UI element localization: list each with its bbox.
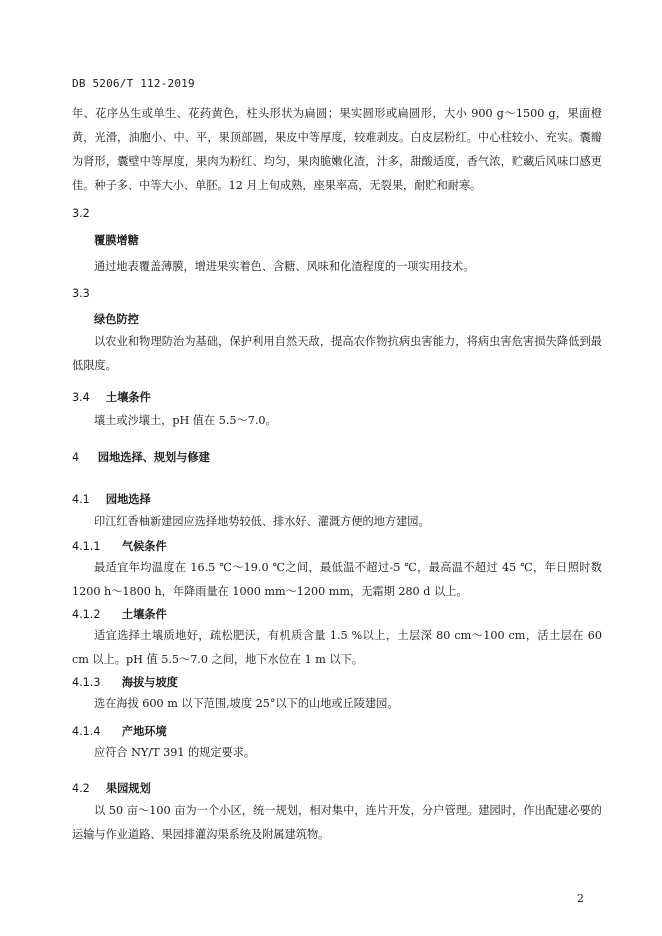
clause-number: 4.1.1 bbox=[72, 540, 101, 553]
clause-4-1-3-heading bbox=[72, 674, 178, 690]
clause-4-1-4-text: 应符合 NY/T 391 的规定要求。 bbox=[94, 746, 256, 759]
clause-title: 气候条件 bbox=[121, 540, 167, 553]
clause-number: 3.4 bbox=[72, 391, 90, 404]
chapter-4-heading bbox=[72, 449, 210, 465]
clause-3-2-term: 覆膜增糖 bbox=[94, 234, 139, 247]
clause-title: 海拔与坡度 bbox=[121, 676, 178, 689]
chapter-number: 4 bbox=[72, 451, 80, 464]
clause-number: 4.2 bbox=[72, 782, 90, 795]
clause-4-1-1-text: 最适宜年均温度在 16.5 ℃～19.0 ℃之间，最低温不超过-5 ℃，最高温不超过 45 ℃，年日照时数 1200 h～1800 h，年降雨量在 1000 mm～1200 mm，无霜期 280 d 以上。 bbox=[72, 561, 602, 598]
clause-4-1-3-text: 选在海拔 600 m 以下范围,坡度 25°以下的山地或丘陵建园。 bbox=[94, 697, 399, 710]
clause-number: 4.1.2 bbox=[72, 608, 101, 621]
clause-4-1-4-heading bbox=[72, 723, 167, 739]
clause-4-2-text: 以 50 亩～100 亩为一个小区，统一规划，相对集中，连片开发，分户管理。建园时，作出配建必要的运输与作业道路、果园排灌沟渠系统及附属建筑物。 bbox=[72, 804, 602, 841]
clause-title: 园地选择 bbox=[105, 493, 151, 506]
clause-3-3-term: 绿色防控 bbox=[94, 313, 139, 326]
clause-3-2-text: 通过地表覆盖薄膜，增进果实着色、含糖、风味和化渣程度的一项实用技术。 bbox=[94, 260, 475, 273]
clause-4-1-heading bbox=[72, 491, 151, 507]
clause-3-4-heading bbox=[72, 389, 151, 405]
clause-number: 3.2 bbox=[72, 207, 90, 220]
clause-3-2-number bbox=[72, 207, 90, 220]
page-number: 2 bbox=[577, 892, 584, 905]
clause-title: 果园规划 bbox=[105, 782, 151, 795]
clause-4-2-heading bbox=[72, 780, 151, 796]
clause-3-3-text: 以农业和物理防治为基础，保护利用自然天敌，提高农作物抗病虫害能力，将病虫害危害损失降低到最低限度。 bbox=[72, 335, 602, 372]
clause-number: 3.3 bbox=[72, 287, 90, 300]
clause-3-4-text: 壤土或沙壤土，pH 值在 5.5～7.0。 bbox=[94, 414, 277, 427]
document-id-header: DB 5206/T 112-2019 bbox=[72, 77, 195, 90]
clause-4-1-text: 印江红香柚新建园应选择地势较低、排水好、灌溉方便的地方建园。 bbox=[94, 515, 430, 528]
clause-4-1-2-heading bbox=[72, 606, 167, 622]
clause-4-1-2-text: 适宜选择土壤质地好，疏松肥沃，有机质含量 1.5 %以上，土层深 80 cm～100 cm，活土层在 60 cm 以上。pH 值 5.5～7.0 之间，地下水位在 1 m 以下。 bbox=[72, 629, 602, 666]
chapter-title: 园地选择、规划与修建 bbox=[97, 451, 210, 464]
clause-4-1-1-heading bbox=[72, 538, 167, 554]
clause-3-3-number bbox=[72, 287, 90, 300]
clause-title: 产地环境 bbox=[121, 725, 167, 738]
clause-number: 4.1.4 bbox=[72, 725, 101, 738]
intro-paragraph: 年、花序丛生或单生、花药黄色，柱头形状为扁圆；果实圆形或扁圆形，大小 900 g～1500 g，果面橙黄，光滑，油胞小、中、平，果顶部圆，果皮中等厚度，较难剥皮。白皮层粉红。中心柱较小、充实。囊瓣为肾形，囊壁中等厚度，果肉为粉红、均匀，果肉脆嫩化渣，汁多，甜酸适度，香气浓，贮藏后风味口感更佳。种子多、中等大小、单胚。12 月上旬成熟，座果率高，无裂果，耐贮和耐寒。 bbox=[72, 107, 602, 192]
clause-number: 4.1.3 bbox=[72, 676, 101, 689]
clause-number: 4.1 bbox=[72, 493, 90, 506]
clause-title: 土壤条件 bbox=[121, 608, 167, 621]
clause-title: 土壤条件 bbox=[105, 391, 151, 404]
